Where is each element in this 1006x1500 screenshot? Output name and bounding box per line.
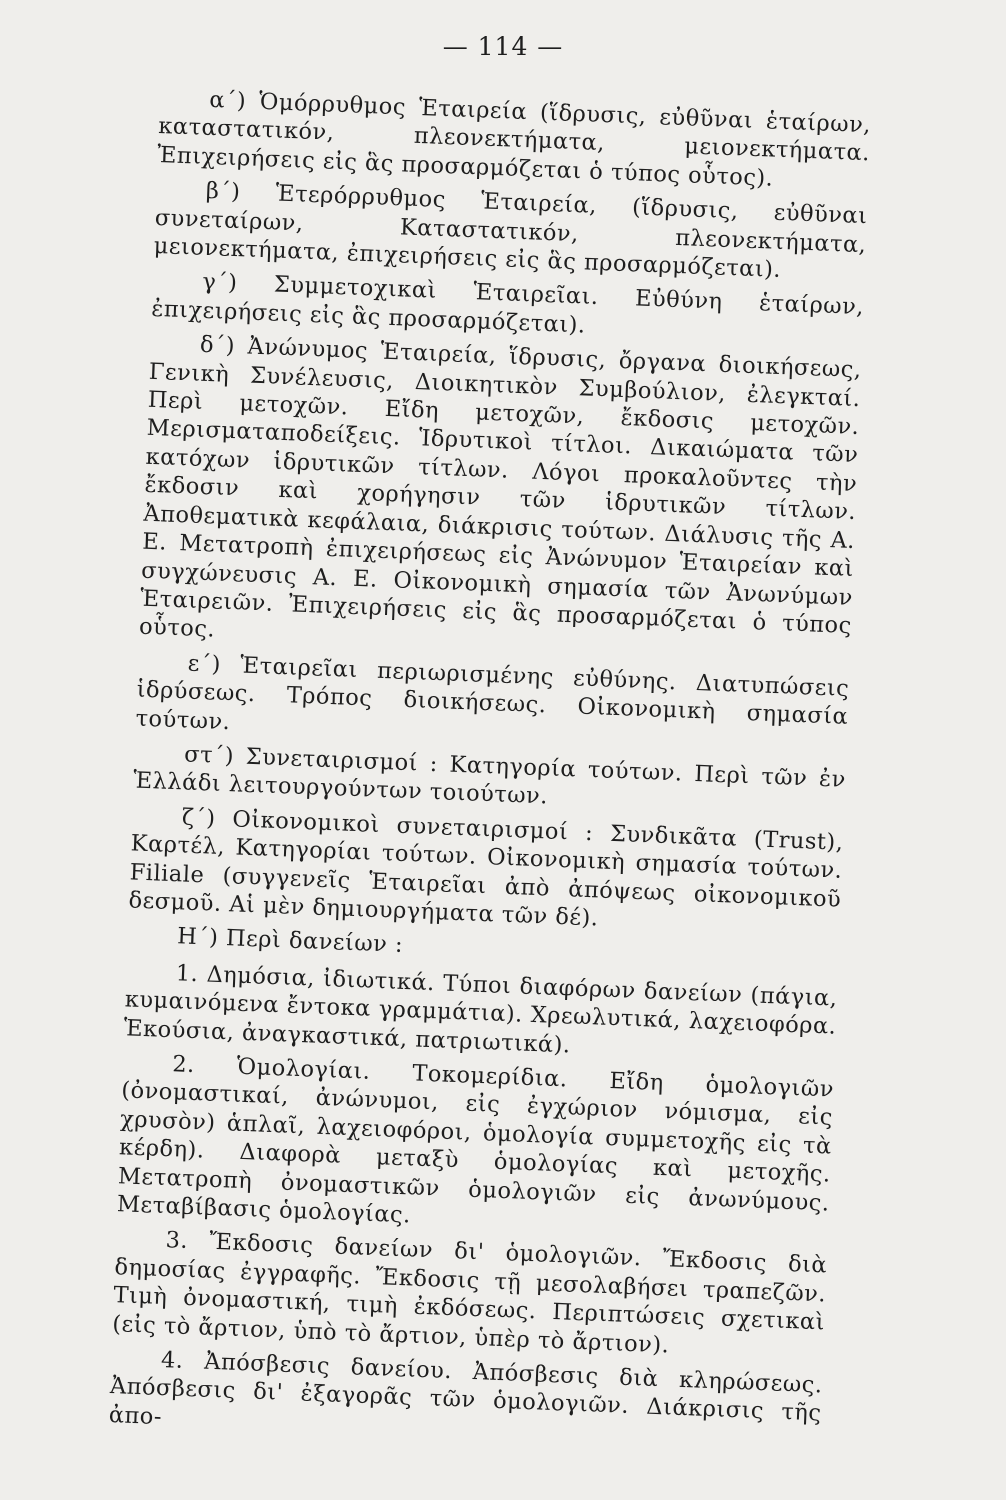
- paragraph-loans-4: 4. Ἀπόσβεσις δανείου. Ἀπόσβεσις διὰ κληρώσεως. Ἀπόσβεσις δι' ἐξαγορᾶς τῶν ὁμολογιῶν. Διάκρισις τῆς ἀπο-: [108, 1347, 824, 1430]
- paragraph-corporation: δ΄) Ἀνώνυμος Ἑταιρεία, ἵδρυσις, ὄργανα διοικήσεως, Γενικὴ Συνέλευσις, Διοικητικὸν Συμβούλιον, ἐλεγκταί. Περὶ μετοχῶν. Εἴδη μετοχῶν, ἔκδοσις μετοχῶν. Μερισματαποδείξεις. Ἱδρυτικοὶ τίτλοι. Δικαιώματα τῶν κατόχων ἱδρυτικῶν τίτλων. Λόγοι προκαλοῦντες τὴν ἔκδοσιν καὶ χορήγησιν τῶν ἱδρυτικῶν τίτλων. Ἀποθεματικὰ κεφάλαια, διάκρισις τούτων. Διάλυσις τῆς Α. Ε. Μετατροπὴ ἐπιχειρήσεως εἰς Ἀνώνυμον Ἑταιρείαν καὶ συγχώνευσις Α. Ε. Οἰκονομικὴ σημασία τῶν Ἀνωνύμων Ἑταιρειῶν. Ἐπιχειρήσεις εἰς ἃς προσαρμόζεται ὁ τύπος οὗτος.: [138, 331, 863, 643]
- body-text: [108, 84, 871, 1463]
- paragraph-limited-liability: ε΄) Ἑταιρεῖαι περιωρισμένης εὐθύνης. Διατυπώσεις ἱδρύσεως. Τρόπος διοικήσεως. Οἰκονομικὴ σημασία τούτων.: [135, 650, 850, 735]
- paragraph-loans-3: 3. Ἔκδοσις δανείων δι' ὁμολογιῶν. Ἔκδοσις διὰ δημοσίας ἐγγραφῆς. Ἔκδοσις τῇ μεσολαβήσει τραπεζῶν. Τιμὴ ὀνομαστική, τιμὴ ἐκδόσεως. Περιπτώσεις σχετικαὶ (εἰς τὸ ἄρτιον, ὑπὸ τὸ ἄρτιον, ὑπὲρ τὸ ἄρτιον).: [111, 1227, 828, 1359]
- section-heading-loans: Η΄) Περὶ δανείων :: [176, 923, 404, 959]
- paragraph-loans-1: 1. Δημόσια, ἰδιωτικά. Τύποι διαφόρων δανείων (πάγια, κυμαινόμενα ἔντοκα γραμμάτια). Χρεωλυτικά, λαχειοφόρα. Ἑκούσια, ἀναγκαστικά, πατριωτικά).: [123, 960, 838, 1059]
- paragraph-limited-partnership: β΄) Ἑτερόρρυθμος Ἑταιρεία, (ἵδρυσις, εὐθῦναι συνεταίρων, Καταστατικόν, πλεονεκτήματα, μειονεκτήματα, ἐπιχειρήσεις εἰς ἃς προσαρμόζεται).: [153, 178, 868, 284]
- paragraph-general-partnership: α΄) Ὁμόρρυθμος Ἑταιρεία (ἵδρυσις, εὐθῦναι ἑταίρων, καταστατικόν, πλεονεκτήματα, μειονεκτήματα. Ἐπιχειρήσεις εἰς ἃς προσαρμόζεται ὁ τύπος οὗτος).: [156, 86, 872, 192]
- paragraph-loans-2: 2. Ὁμολογίαι. Τοκομερίδια. Εἴδη ὁμολογιῶν (ὀνομαστικαί, ἀνώνυμοι, εἰς ἐγχώριον νόμισμα, εἰς χρυσὸν) ἁπλαῖ, λαχειοφόροι, ὁμολογία συμμετοχῆς εἰς τὰ κέρδη). Διαφορὰ μεταξὺ ὁμολογίας καὶ μετοχῆς. Μετατροπὴ ὀνομαστικῶν ὁμολογιῶν εἰς ἀνωνύμους. Μεταβίβασις ὁμολογίας.: [116, 1051, 835, 1229]
- page-number: — 114 —: [442, 32, 564, 61]
- paragraph-cooperatives: στ΄) Συνεταιρισμοί : Κατηγορία τούτων. Περὶ τῶν ἐν Ἑλλάδι λειτουργούντων τοιούτων.: [132, 741, 847, 810]
- paragraph-joint-ventures: γ΄) Συμμετοχικαὶ Ἑταιρεῖαι. Εὐθύνη ἑταίρων, ἐπιχειρήσεις εἰς ἃς προσαρμόζεται).: [150, 269, 865, 339]
- paragraph-economic-combinations: ζ΄) Οἰκονομικοὶ συνεταιρισμοί : Συνδικᾶτα (Trust), Καρτέλ, Κατηγορίαι τούτων. Οἰκονομικὴ σημασία τούτων. Filiale (συγγενεῖς Ἑταιρεῖαι ἀπὸ ἀπόψεως οἰκονομικοῦ δεσμοῦ. Αἱ μὲν δημιουργήματα τῶν δέ).: [128, 804, 844, 932]
